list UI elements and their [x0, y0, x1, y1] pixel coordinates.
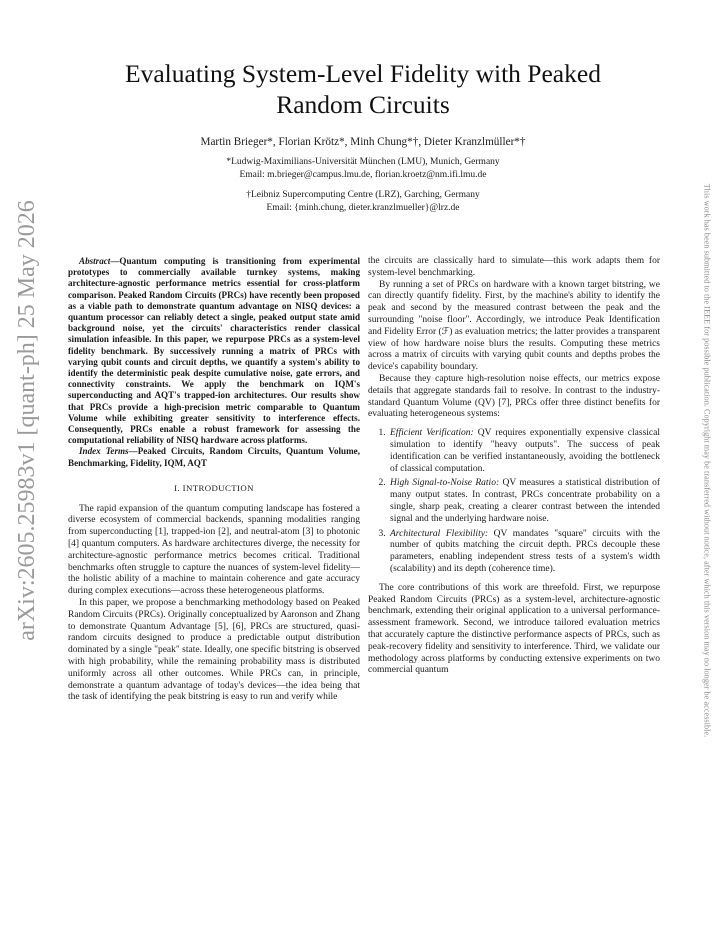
abstract-text: —Quantum computing is transitioning from experimental prototypes to commercially available turnkey systems, making architecture-agnostic performance metrics essential for cross-platform comparison. Peaked Random Circuits (PRCs) have recently been proposed as a viable path to demonstrate quantum advantage on NISQ devices: a quantum processor can reliably detect a single, peaked output state amid background noise, yet the circuits' characteristics render classical simulation infeasible. In this paper, we repurpose PRCs as a system-level fidelity benchmark. By successively running a matrix of PRCs with varying qubit counts and circuit depths, we quantify a system's ability to identify the deterministic peak despite cumulative noise, gate errors, and connectivity constraints. We apply the benchmark on IQM's superconducting and AQT's trapped-ion architectures. Our results show that PRCs provide a high-precision metric comparable to Quantum Volume while exhibiting greater sensitivity to interference effects. Consequently, PRCs enable a robust framework for assessing the computational reliability of NISQ hardware across platforms.: [68, 256, 360, 446]
index-terms-lead: Index Terms: [79, 446, 129, 457]
affiliation-lmu: [60, 156, 666, 182]
paper-header: [60, 58, 666, 215]
intro-paragraph-1: The rapid expansion of the quantum computing landscape has fostered a diverse ecosystem of commercial backends, spanning modalities ranging from superconducting [1], trapped-ion [2], and neutral-atom [3] to photonic [4] quantum computers. As hardware architectures diverge, the necessity for architecture-agnostic performance metrics becomes critical. Traditional benchmarks often struggle to capture the nuances of system-level fidelity—the holistic ability of a machine to maintain coherence and gate accuracy during complex executions—across these heterogeneous platforms.: [68, 503, 360, 597]
affiliation-lmu-name: *Ludwig-Maximilians-Universität München (LMU), Munich, Germany: [226, 157, 500, 167]
intro-paragraph-2-continuation: the circuits are classically hard to simulate—this work adapts them for system-level benchmarking.: [368, 256, 660, 278]
index-terms: [68, 446, 360, 468]
list-item: [388, 428, 660, 475]
list-item: [388, 529, 660, 576]
paper-title-line-1: Evaluating System-Level Fidelity with Peaked: [125, 59, 601, 88]
affiliation-lrz-name: †Leibniz Supercomputing Centre (LRZ), Garching, Germany: [246, 190, 480, 200]
left-column: [68, 256, 360, 704]
arxiv-identifier-text: arXiv:2605.25983v1 [quant-ph] 25 May 2026: [13, 199, 40, 641]
contributions-paragraph: The core contributions of this work are threefold. First, we repurpose Peaked Random Circuits (PRCs) as a system-level, architecture-agnostic benchmark, extending their original application to a universal performance-assessment framework. Second, we introduce tailored evaluation metrics that accurately capture the distinctive performance aspects of PRCs, such as peak-recovery fidelity and sensitivity to interference. Third, we validate our methodology across platforms by conducting extensive experiments on two commercial quantum: [368, 582, 660, 676]
benefit-text: QV requires exponentially expensive classical simulation to identify "heavy outputs". The success of peak identification can be verified instantaneously, avoiding the bottleneck of classical computation.: [390, 428, 660, 474]
list-item: [388, 478, 660, 525]
author-list: Martin Brieger*, Florian Krötz*, Minh Chung*†, Dieter Kranzlmüller*†: [200, 136, 526, 148]
benefits-list: [368, 428, 660, 576]
affiliation-lmu-email: Email: m.brieger@campus.lmu.de, florian.kroetz@nm.ifi.lmu.de: [239, 170, 487, 180]
benefit-title: High Signal-to-Noise Ratio:: [390, 478, 500, 489]
abstract: [68, 256, 360, 446]
intro-paragraph-3: By running a set of PRCs on hardware with a known target bitstring, we can directly quantify fidelity. First, by the machine's ability to identify the peak and second by the measured contrast between the peak and the surrounding "noise floor". Accordingly, we introduce Peak Identification and Fidelity Error (ℱ) as evaluation metrics; the latter provides a transparent view of how hardware noise blurs the results. Computing these metrics across a matrix of circuits with varying qubit counts and depths probes the device's capability boundary.: [368, 279, 660, 373]
section-heading-introduction: I. INTRODUCTION: [174, 482, 254, 493]
affiliation-lrz-email: Email: {minh.chung, dieter.kranzlmueller}@lrz.de: [266, 203, 460, 213]
index-terms-text: —Peaked Circuits, Random Circuits, Quantum Volume, Benchmarking, Fidelity, IQM, AQT: [68, 446, 360, 468]
benefit-text: QV mandates "square" circuits with the number of qubits matching the circuit depth. PRCs decouple these parameters, enabling independent stress tests of a system's width (scalability) and its depth (coherence time).: [390, 528, 660, 574]
benefit-title: Efficient Verification:: [390, 428, 474, 439]
right-column: [368, 256, 660, 677]
copyright-side-note-text: This work has been submitted to the IEEE for possible publication. Copyright may be transferred without notice, after which this version may no longer be accessible.: [702, 183, 712, 737]
benefit-title: Architectural Flexibility:: [390, 528, 489, 539]
paper-title: [60, 58, 666, 120]
intro-paragraph-4: Because they capture high-resolution noise effects, our metrics expose details that aggregate standards fail to resolve. In contrast to the industry-standard Quantum Volume (QV) [7], PRCs offer three distinct benefits for evaluating heterogeneous systems:: [368, 373, 660, 420]
benefit-text: QV measures a statistical distribution of many output states. In contrast, PRCs concentrate probability on a single, sharp peak, creating a clearer contrast between the intended signal and the underlying hardware noise.: [390, 478, 660, 524]
affiliation-lrz: [60, 189, 666, 215]
abstract-lead: Abstract: [79, 256, 111, 266]
arxiv-identifier-stamp: [9, 190, 45, 650]
paper-title-line-2: Random Circuits: [276, 90, 450, 119]
copyright-side-note: [694, 60, 720, 860]
intro-paragraph-2: In this paper, we propose a benchmarking methodology based on Peaked Random Circuits (PRCs). Originally conceptualized by Aaronson and Zhang to demonstrate Quantum Advantage [5], [6], PRCs are structured, quasi-random circuits designed to produce a predictable output distribution dominated by a single "peak" state. Ideally, one specific bitstring is observed with high probability, while the remaining probability mass is distributed uniformly across all other outcomes. While PRCs can, in principle, demonstrate a quantum advantage of today's devices—the idea being that the task of identifying the peak bitstring is easy to run and verify while: [68, 598, 360, 703]
